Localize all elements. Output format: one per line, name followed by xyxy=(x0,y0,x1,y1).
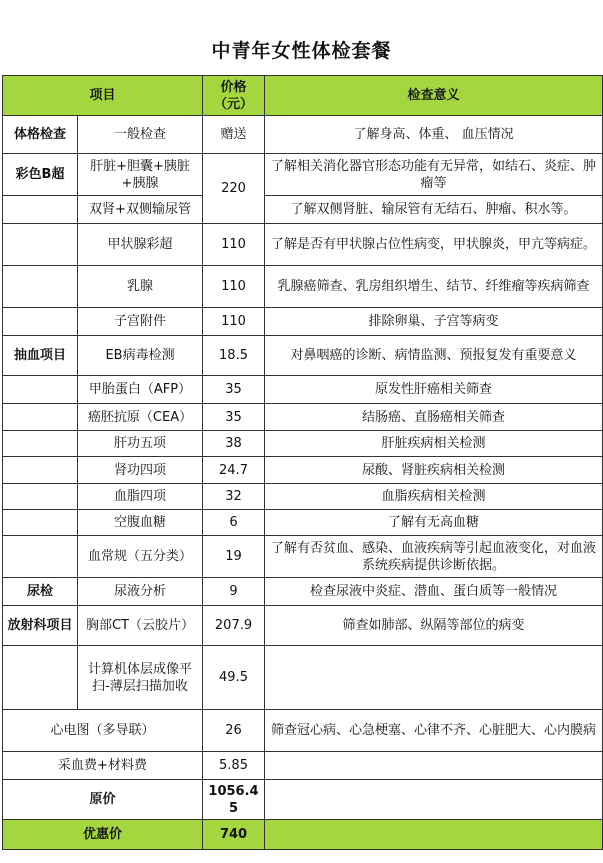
table-row xyxy=(3,484,603,510)
item-price: 110 xyxy=(203,224,265,266)
table-row xyxy=(3,457,603,484)
category-cell-empty xyxy=(3,308,78,336)
category-cell: 体格检查 xyxy=(3,116,78,154)
category-cell-empty xyxy=(3,484,78,510)
category-cell: 彩色B超 xyxy=(3,154,78,196)
checkup-table xyxy=(2,75,603,850)
item-meaning: 血脂疾病相关检测 xyxy=(265,484,603,510)
item-meaning: 肝脏疾病相关检测 xyxy=(265,431,603,457)
table-row xyxy=(3,606,603,646)
category-cell-empty xyxy=(3,431,78,457)
item-meaning xyxy=(265,646,603,710)
item-price: 38 xyxy=(203,431,265,457)
category-cell-empty xyxy=(3,646,78,710)
table-row xyxy=(3,404,603,431)
item-price: 32 xyxy=(203,484,265,510)
item-price: 207.9 xyxy=(203,606,265,646)
item-name: 甲状腺彩超 xyxy=(78,224,203,266)
item-name: 子宫附件 xyxy=(78,308,203,336)
item-meaning: 乳腺癌筛查、乳房组织增生、结节、纤维瘤等疾病筛查 xyxy=(265,266,603,308)
table-row xyxy=(3,431,603,457)
category-cell-empty xyxy=(3,196,78,224)
item-name: 空腹血糖 xyxy=(78,510,203,536)
item-price: 19 xyxy=(203,536,265,578)
item-meaning: 了解是否有甲状腺占位性病变，甲状腺炎，甲亢等病症。 xyxy=(265,224,603,266)
page-title: 中青年女性体检套餐 xyxy=(211,40,392,62)
category-cell-empty xyxy=(3,224,78,266)
item-meaning: 了解相关消化器官形态功能有无异常，如结石、炎症、肿瘤等 xyxy=(265,154,603,196)
item-name: 一般检查 xyxy=(78,116,203,154)
item-meaning: 尿酸、肾脏疾病相关检测 xyxy=(265,457,603,484)
item-name: 癌胚抗原（CEA） xyxy=(78,404,203,431)
item-meaning: 检查尿液中炎症、潜血、蛋白质等一般情况 xyxy=(265,578,603,606)
item-meaning: 了解双侧肾脏、输尿管有无结石、肿瘤、积水等。 xyxy=(265,196,603,224)
category-cell: 尿检 xyxy=(3,578,78,606)
original-price-meaning xyxy=(265,780,603,820)
table-row xyxy=(3,154,603,196)
item-meaning: 了解身高、体重、 血压情况 xyxy=(265,116,603,154)
category-cell: 放射科项目 xyxy=(3,606,78,646)
item-name: 胸部CT（云胶片） xyxy=(78,606,203,646)
item-name: 乳腺 xyxy=(78,266,203,308)
table-row xyxy=(3,308,603,336)
item-price: 26 xyxy=(203,710,265,752)
table-row xyxy=(3,336,603,376)
table-row xyxy=(3,752,603,780)
table-row xyxy=(3,710,603,752)
category-cell-empty xyxy=(3,376,78,404)
table-row xyxy=(3,224,603,266)
item-name: 甲胎蛋白（AFP） xyxy=(78,376,203,404)
item-meaning: 对鼻咽癌的诊断、病情监测、预报复发有重要意义 xyxy=(265,336,603,376)
category-cell-empty xyxy=(3,404,78,431)
item-price: 220 xyxy=(203,154,265,224)
item-price: 49.5 xyxy=(203,646,265,710)
header-item: 项目 xyxy=(3,76,203,116)
table-row xyxy=(3,578,603,606)
category-cell-empty xyxy=(3,510,78,536)
item-name: 肝脏+胆囊+胰脏+胰腺 xyxy=(78,154,203,196)
item-name: 血常规（五分类） xyxy=(78,536,203,578)
table-row xyxy=(3,536,603,578)
item-meaning: 结肠癌、直肠癌相关筛查 xyxy=(265,404,603,431)
item-name: 血脂四项 xyxy=(78,484,203,510)
item-meaning: 原发性肝癌相关筛查 xyxy=(265,376,603,404)
table-header xyxy=(3,76,603,116)
discount-price-value: 740 xyxy=(203,820,265,850)
table-row xyxy=(3,376,603,404)
item-price: 18.5 xyxy=(203,336,265,376)
table-row xyxy=(3,116,603,154)
table-row xyxy=(3,266,603,308)
item-meaning xyxy=(265,752,603,780)
item-meaning: 筛查冠心病、心急梗塞、心律不齐、心脏肥大、心内膜病 xyxy=(265,710,603,752)
item-meaning: 排除卵巢、子宫等病变 xyxy=(265,308,603,336)
item-price: 110 xyxy=(203,308,265,336)
category-cell: 抽血项目 xyxy=(3,336,78,376)
original-price-row xyxy=(3,780,603,820)
item-meaning: 筛查如肺部、纵隔等部位的病变 xyxy=(265,606,603,646)
item-name: 肝功五项 xyxy=(78,431,203,457)
discount-price-row xyxy=(3,820,603,850)
table-row xyxy=(3,196,603,224)
original-price-value: 1056.45 xyxy=(203,780,265,820)
header-price: 价格（元） xyxy=(203,76,265,116)
item-price: 9 xyxy=(203,578,265,606)
item-price: 5.85 xyxy=(203,752,265,780)
item-price: 6 xyxy=(203,510,265,536)
item-name: 肾功四项 xyxy=(78,457,203,484)
header-meaning: 检查意义 xyxy=(265,76,603,116)
table-row xyxy=(3,646,603,710)
item-name: 计算机体层成像平扫-薄层扫描加收 xyxy=(78,646,203,710)
category-cell-empty xyxy=(3,457,78,484)
item-price: 24.7 xyxy=(203,457,265,484)
item-price: 赠送 xyxy=(203,116,265,154)
item-price: 35 xyxy=(203,376,265,404)
item-meaning: 了解有无高血糖 xyxy=(265,510,603,536)
item-name: EB病毒检测 xyxy=(78,336,203,376)
discount-price-label: 优惠价 xyxy=(3,820,203,850)
item-price: 35 xyxy=(203,404,265,431)
category-cell-empty xyxy=(3,266,78,308)
item-name: 心电图（多导联） xyxy=(3,710,203,752)
category-cell-empty xyxy=(3,536,78,578)
item-name: 尿液分析 xyxy=(78,578,203,606)
table-row xyxy=(3,510,603,536)
discount-price-meaning xyxy=(265,820,603,850)
original-price-label: 原价 xyxy=(3,780,203,820)
item-price: 110 xyxy=(203,266,265,308)
item-name: 采血费+材料费 xyxy=(3,752,203,780)
item-meaning: 了解有否贫血、感染、血液疾病等引起血液变化，对血液系统疾病提供诊断依据。 xyxy=(265,536,603,578)
item-name: 双肾+双侧输尿管 xyxy=(78,196,203,224)
